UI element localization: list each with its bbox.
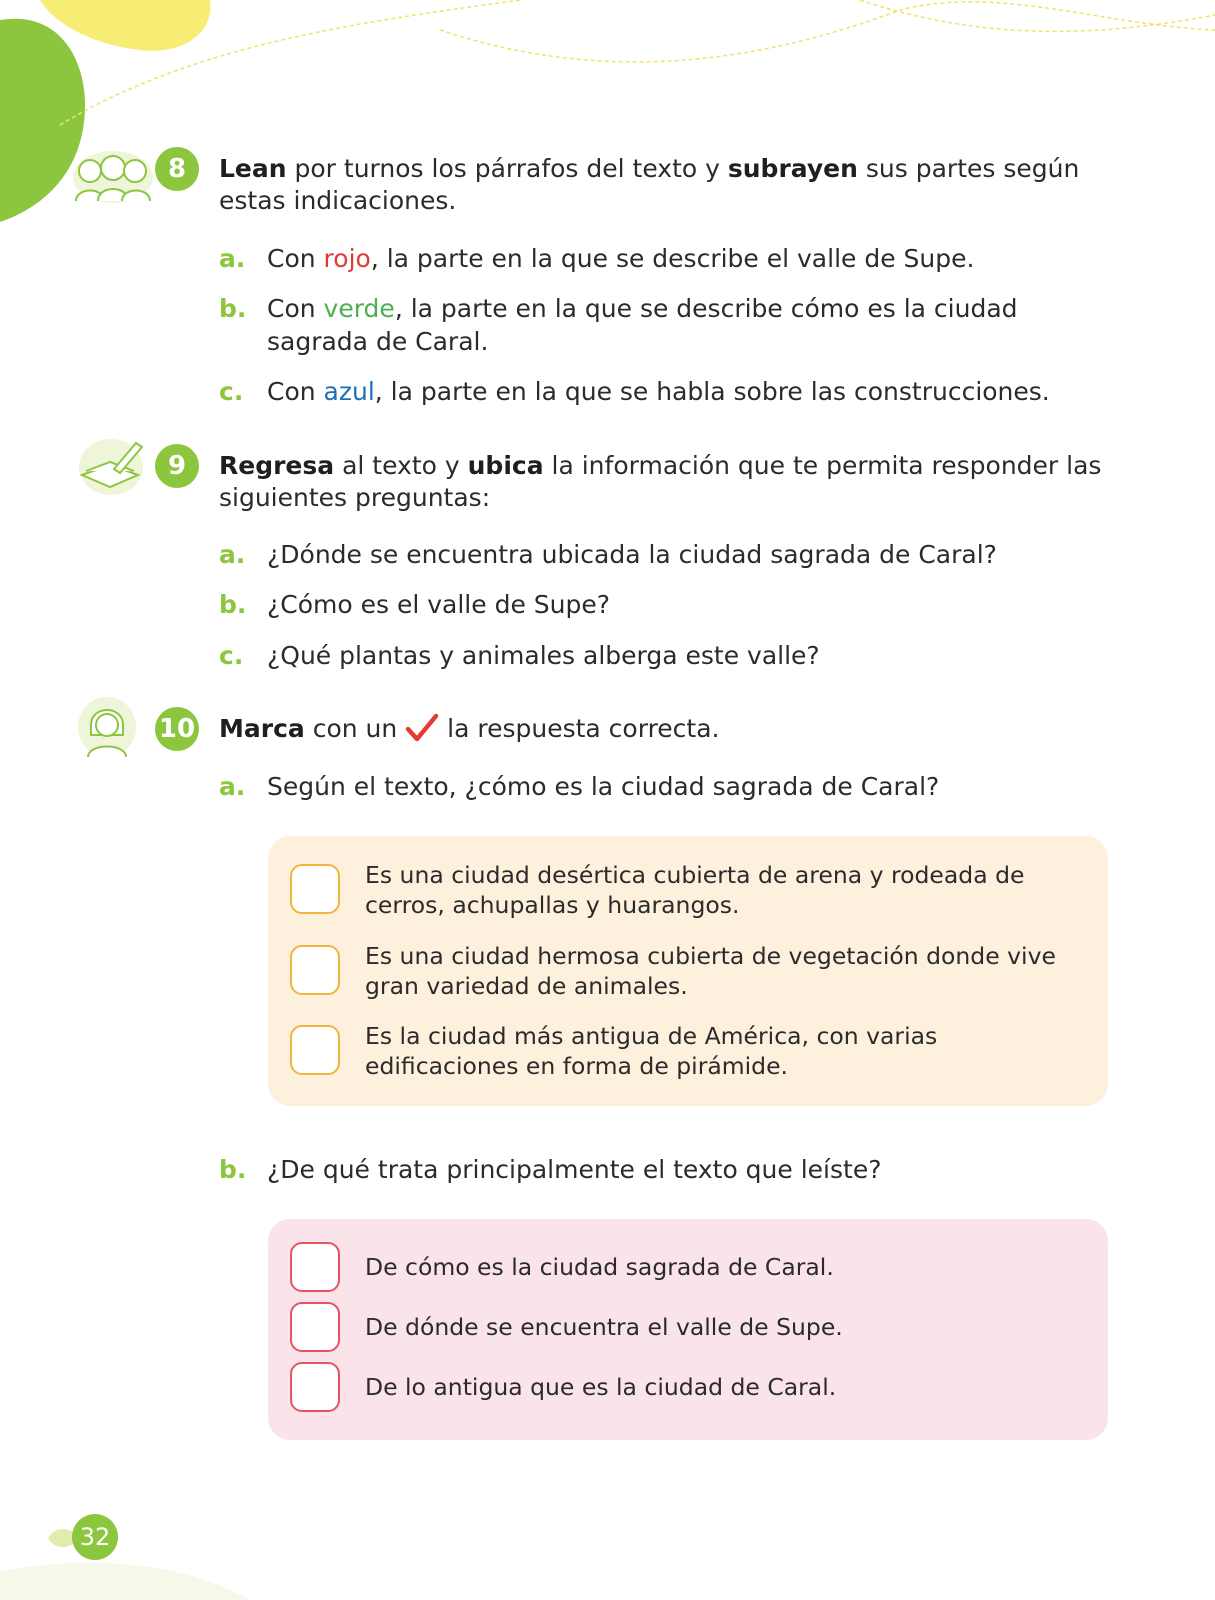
options-panel [268, 836, 1108, 1106]
answer-checkbox[interactable] [290, 1302, 340, 1352]
option-text: De cómo es la ciudad sagrada de Caral. [365, 1253, 834, 1281]
item-letter: a. [219, 244, 246, 273]
answer-checkbox[interactable] [290, 1025, 340, 1075]
list-item: a. ¿Dónde se encuentra ubicada la ciudad sagrada de Caral? [219, 540, 997, 569]
exercise-number: 10 [155, 707, 199, 751]
item-letter: b. [219, 294, 247, 323]
option-text: Es la ciudad más antigua de América, con varias edificaciones en forma de pirámide. [365, 1022, 938, 1080]
list-item: b. ¿Cómo es el valle de Supe? [219, 590, 611, 619]
item-letter: b. [219, 590, 247, 619]
item-letter: a. [219, 540, 246, 569]
option-text: De lo antigua que es la ciudad de Caral. [365, 1373, 837, 1401]
exercise-number: 8 [155, 147, 199, 191]
item-letter: b. [219, 1155, 247, 1184]
list-item: b. Con verde, la parte en la que se describe cómo es la ciudad sagrada de Caral. [219, 294, 1018, 356]
color-word-blue: azul [323, 377, 375, 406]
item-letter: a. [219, 772, 246, 801]
option-text: Es una ciudad hermosa cubierta de vegetación donde vive gran variedad de animales. [365, 942, 1056, 1000]
students-group-icon [68, 143, 158, 205]
list-item: c. ¿Qué plantas y animales alberga este valle? [219, 641, 820, 670]
book-pencil-icon [76, 435, 146, 497]
answer-checkbox[interactable] [290, 1362, 340, 1412]
options-panel [268, 1219, 1108, 1440]
exercise-number: 9 [155, 444, 199, 488]
exercise-instruction: Lean por turnos los párrafos del texto y subrayen sus partes según estas indicaciones. [219, 154, 1080, 215]
page-number: 32 [72, 1514, 118, 1560]
answer-checkbox[interactable] [290, 864, 340, 914]
option-text: Es una ciudad desértica cubierta de arena y rodeada de cerros, achupallas y huarangos. [365, 861, 1025, 919]
answer-checkbox[interactable] [290, 1242, 340, 1292]
question-item: a. Según el texto, ¿cómo es la ciudad sagrada de Caral? [219, 772, 940, 801]
student-girl-icon [76, 695, 138, 759]
item-letter: c. [219, 641, 244, 670]
list-item: c. Con azul, la parte en la que se habla sobre las construcciones. [219, 377, 1050, 406]
item-letter: c. [219, 377, 244, 406]
exercise-instruction: Marca con un la respuesta correcta. [219, 714, 720, 743]
list-item: a. Con rojo, la parte en la que se describe el valle de Supe. [219, 244, 975, 273]
option-text: De dónde se encuentra el valle de Supe. [365, 1313, 843, 1341]
checkmark-icon [405, 713, 439, 743]
question-item: b. ¿De qué trata principalmente el texto que leíste? [219, 1155, 882, 1184]
color-word-green: verde [323, 294, 395, 323]
answer-checkbox[interactable] [290, 945, 340, 995]
color-word-red: rojo [323, 244, 371, 273]
exercise-instruction: Regresa al texto y ubica la información que te permita responder las siguientes preguntas: [219, 451, 1102, 512]
